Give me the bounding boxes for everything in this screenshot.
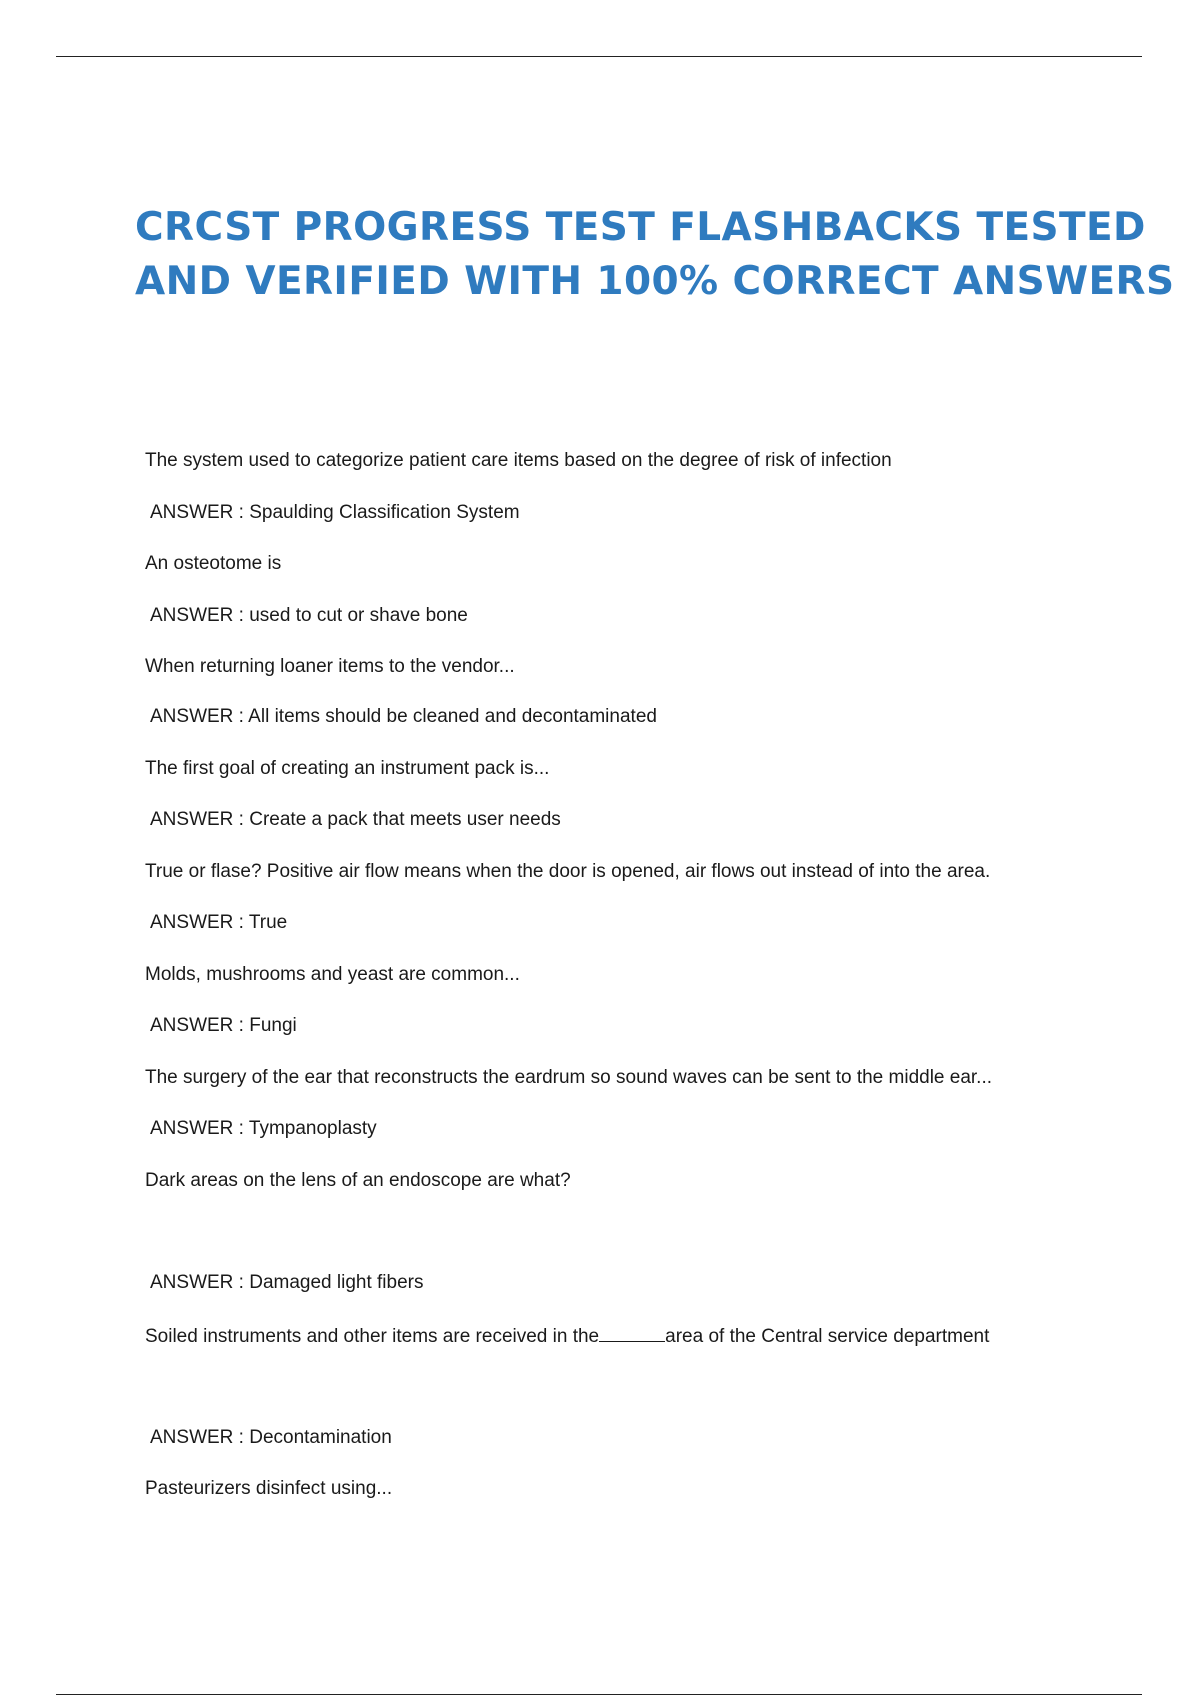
question-10: Pasteurizers disinfect using... [145, 1478, 393, 1499]
question-6: Molds, mushrooms and yeast are common... [145, 964, 520, 985]
answer-9: ANSWER : Decontamination [150, 1427, 392, 1448]
question-4: The first goal of creating an instrument pack is... [145, 758, 550, 779]
question-9 [145, 1323, 989, 1349]
document-title: CRCST PROGRESS TEST FLASHBACKS TESTED AND VERIFIED WITH 100% CORRECT ANSWERS [135, 205, 1175, 304]
answer-4: ANSWER : Create a pack that meets user needs [150, 809, 561, 830]
question-9-after-blank: area of the Central service department [665, 1326, 990, 1347]
question-2: An osteotome is [145, 553, 282, 574]
question-3: When returning loaner items to the vendor... [145, 656, 515, 677]
answer-1: ANSWER : Spaulding Classification System [150, 502, 520, 523]
top-divider [56, 56, 1142, 57]
question-8: Dark areas on the lens of an endoscope are what? [145, 1170, 571, 1191]
answer-8: ANSWER : Damaged light fibers [150, 1272, 424, 1293]
answer-6: ANSWER : Fungi [150, 1015, 297, 1036]
answer-2: ANSWER : used to cut or shave bone [150, 605, 468, 626]
question-5: True or flase? Positive air flow means when the door is opened, air flows out instead of into the area. [145, 861, 991, 882]
question-9-before-blank: Soiled instruments and other items are received in the [145, 1326, 600, 1347]
question-1: The system used to categorize patient care items based on the degree of risk of infection [145, 450, 892, 471]
bottom-divider [56, 1694, 1142, 1695]
answer-5: ANSWER : True [150, 912, 288, 933]
answer-3: ANSWER : All items should be cleaned and decontaminated [150, 706, 657, 727]
question-7: The surgery of the ear that reconstructs the eardrum so sound waves can be sent to the middle ear... [145, 1067, 993, 1088]
answer-7: ANSWER : Tympanoplasty [150, 1118, 377, 1139]
fill-in-blank [599, 1323, 665, 1342]
